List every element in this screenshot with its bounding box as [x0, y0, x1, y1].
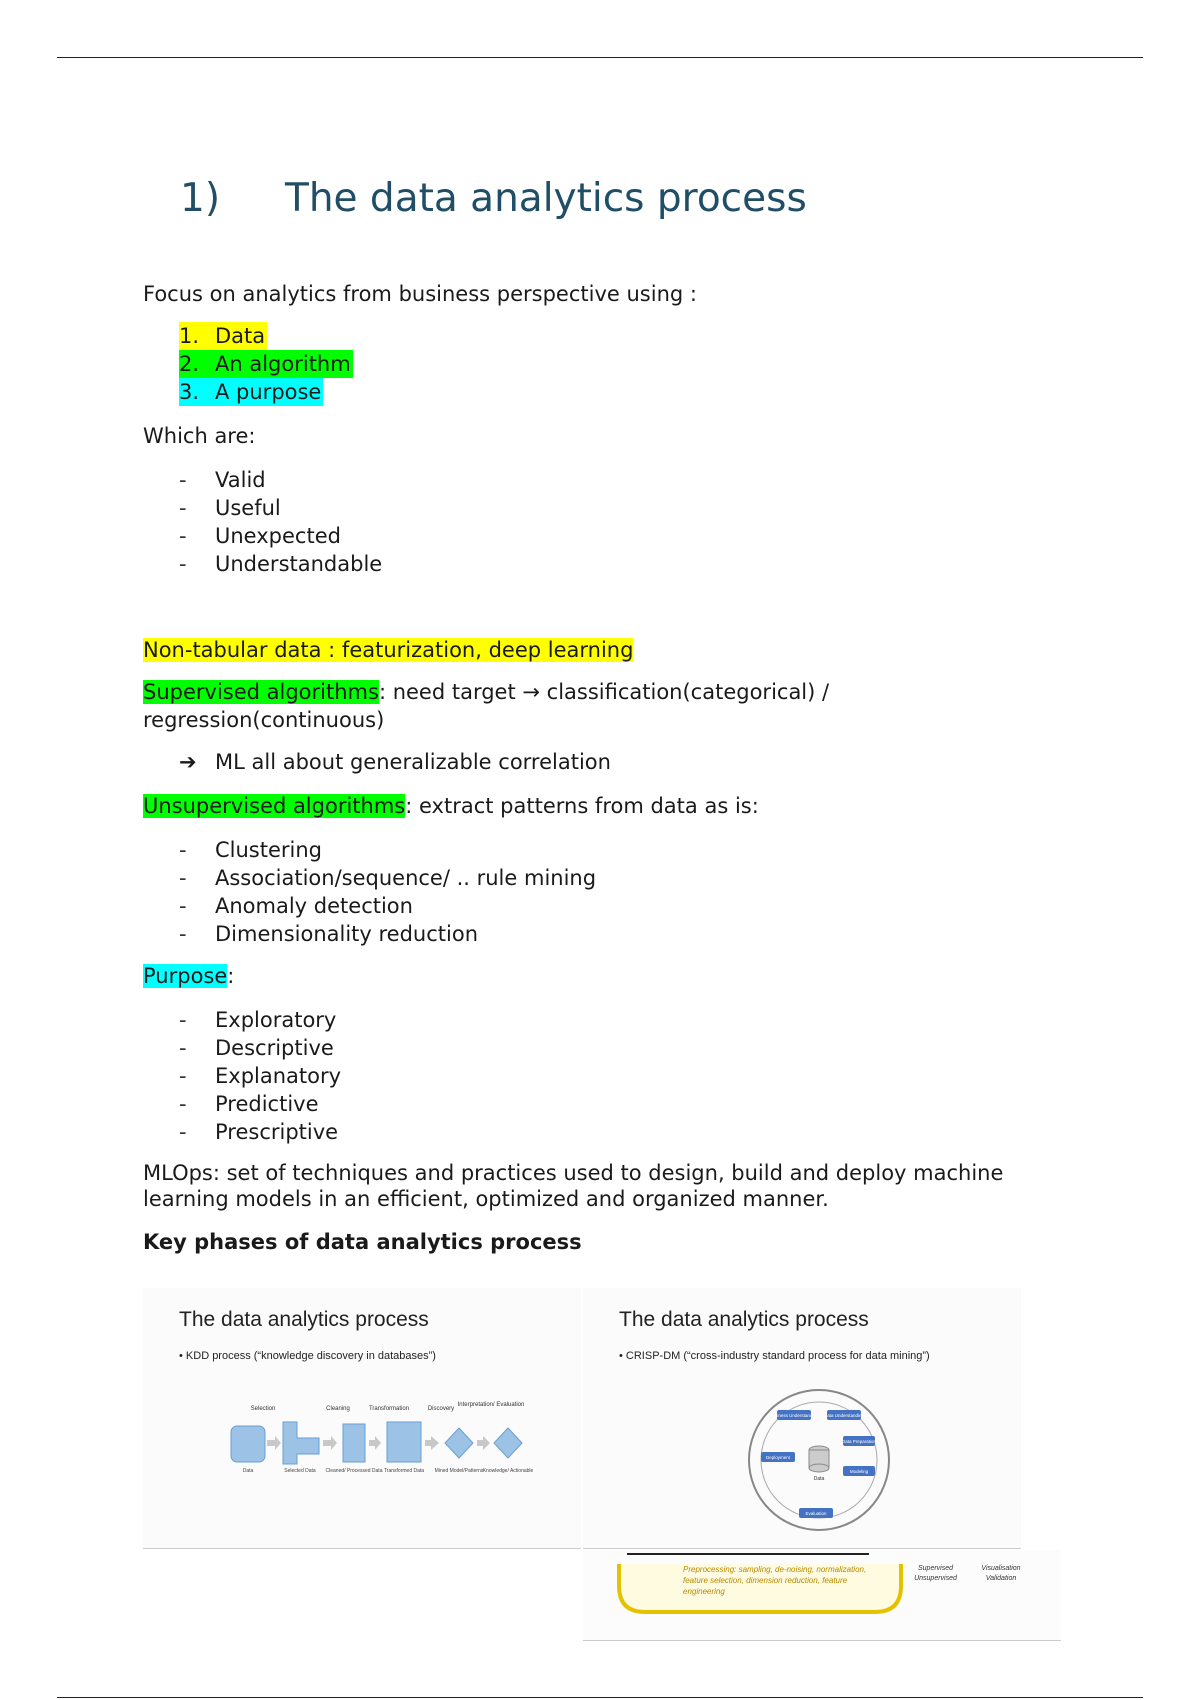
ml-note-text: ML all about generalizable correlation — [215, 750, 611, 774]
list-label: A purpose — [215, 380, 322, 404]
list-item: - Explanatory — [143, 1062, 1063, 1090]
crisp-diagram — [583, 1348, 1021, 1548]
list-item: - Association/sequence/ .. rule mining — [143, 864, 1063, 892]
list-item — [179, 350, 1063, 378]
list-item: - Unexpected — [143, 522, 1063, 550]
kdd-step-label: Cleaning — [326, 1406, 350, 1412]
cleaned-node — [343, 1424, 365, 1462]
kdd-slide-title: The data analytics process — [179, 1308, 429, 1331]
process-figures — [143, 1288, 1055, 1648]
key-phases-heading: Key phases of data analytics process — [143, 1230, 582, 1254]
footer-rule — [57, 1697, 1143, 1698]
section-title: The data analytics process — [285, 176, 807, 221]
supervised-term: Supervised algorithms — [143, 680, 379, 704]
crisp-phase-label: Deployment — [765, 1455, 791, 1460]
list-number: 1. — [179, 324, 200, 348]
list-item — [179, 378, 1063, 406]
evaluation-label: Visualisation Validation — [981, 1565, 1021, 1582]
crisp-slide — [583, 1288, 1021, 1549]
transformed-node — [387, 1422, 421, 1462]
crisp-phase-label: Evaluation — [805, 1511, 827, 1516]
kdd-node-label: Knowledge/ Actionable — [482, 1468, 534, 1474]
list-item: - Predictive — [143, 1090, 1063, 1118]
pillars-list — [143, 322, 1063, 406]
unsupervised-term: Unsupervised algorithms — [143, 794, 406, 818]
ml-note — [143, 748, 1063, 776]
unsupervised-paragraph — [143, 792, 1063, 820]
list-item: - Understandable — [143, 550, 1063, 578]
preprocessing-text: Preprocessing: sampling, de-noising, normalization, feature selection, dimension reduction, feature engineering — [683, 1565, 867, 1596]
list-item: - Descriptive — [143, 1034, 1063, 1062]
kdd-step-label: Transformation — [368, 1406, 410, 1412]
which-are-label: Which are: — [143, 424, 256, 448]
non-tabular-note: Non-tabular data : featurization, deep learning — [143, 638, 634, 662]
list-item: - Anomaly detection — [143, 892, 1063, 920]
kdd-slide-subtitle: • KDD process (“knowledge discovery in databases”) — [179, 1350, 436, 1362]
purpose-list — [143, 1006, 1063, 1146]
kdd-node-label: Cleaned/ Processed Data — [325, 1468, 383, 1474]
purpose-paragraph — [143, 962, 1063, 990]
list-item: - Dimensionality reduction — [143, 920, 1063, 948]
knowledge-node — [494, 1428, 522, 1458]
list-item: - Prescriptive — [143, 1118, 1063, 1146]
crisp-slide-subtitle: • CRISP-DM (“cross-industry standard process for data mining”) — [619, 1350, 930, 1362]
kdd-node-label: Transformed Data — [383, 1468, 425, 1474]
kdd-diagram — [143, 1348, 581, 1548]
kdd-nodes — [231, 1422, 522, 1464]
list-item — [179, 322, 1063, 350]
purpose-term: Purpose — [143, 964, 228, 988]
arrow-icon: ➔ — [179, 750, 197, 774]
section-number: 1) — [180, 176, 221, 221]
unsupervised-list — [143, 836, 1063, 948]
selection-node — [283, 1422, 319, 1464]
kdd-step-label: Discovery — [427, 1406, 455, 1412]
intro-paragraph: Focus on analytics from business perspective using : — [143, 282, 697, 306]
list-number: 2. — [179, 352, 200, 376]
list-number: 3. — [179, 380, 200, 404]
kdd-step-label: Selection — [250, 1406, 276, 1412]
kdd-node-label: Mined Model/Patterns — [434, 1468, 484, 1474]
crisp-phase-label: Business Understanding — [769, 1413, 819, 1418]
document-body — [143, 280, 1063, 1256]
supervised-description: : need target → classification(categorical) / regression(continuous) — [143, 680, 830, 732]
kdd-step-label: Interpretation/ Evaluation — [457, 1402, 525, 1408]
crisp-slide-title: The data analytics process — [619, 1308, 869, 1331]
crisp-phase-label: Modeling — [849, 1469, 869, 1474]
data-node — [231, 1426, 265, 1462]
crisp-center-label: Data — [813, 1476, 825, 1482]
preprocessing-diagram — [583, 1550, 1061, 1640]
kdd-node-label: Data — [242, 1468, 254, 1474]
list-item: - Exploratory — [143, 1006, 1063, 1034]
mlops-paragraph: MLOps: set of techniques and practices used to design, build and deploy machine learning models in an efficient, optimized and organized manner. — [143, 1161, 1004, 1211]
purpose-colon: : — [227, 964, 235, 988]
header-rule — [57, 57, 1143, 58]
kdd-slide — [143, 1288, 581, 1549]
qualities-list — [143, 466, 1063, 578]
list-item: - Clustering — [143, 836, 1063, 864]
section-heading — [180, 176, 807, 221]
crisp-phase-label: Data Understanding — [823, 1413, 865, 1418]
mined-node — [445, 1428, 473, 1458]
crisp-phase-label: Data Preparation — [841, 1439, 877, 1444]
list-label: Data — [215, 324, 266, 348]
preprocessing-slide — [583, 1550, 1061, 1641]
kdd-node-label: Selected Data — [284, 1468, 316, 1474]
supervised-paragraph — [143, 678, 1063, 734]
list-label: An algorithm — [215, 352, 351, 376]
unsupervised-description: : extract patterns from data as is: — [405, 794, 759, 818]
list-item: - Useful — [143, 494, 1063, 522]
list-item: - Valid — [143, 466, 1063, 494]
model-types-label: Supervised Unsupervised — [914, 1565, 957, 1582]
crisp-data-node — [809, 1446, 829, 1482]
